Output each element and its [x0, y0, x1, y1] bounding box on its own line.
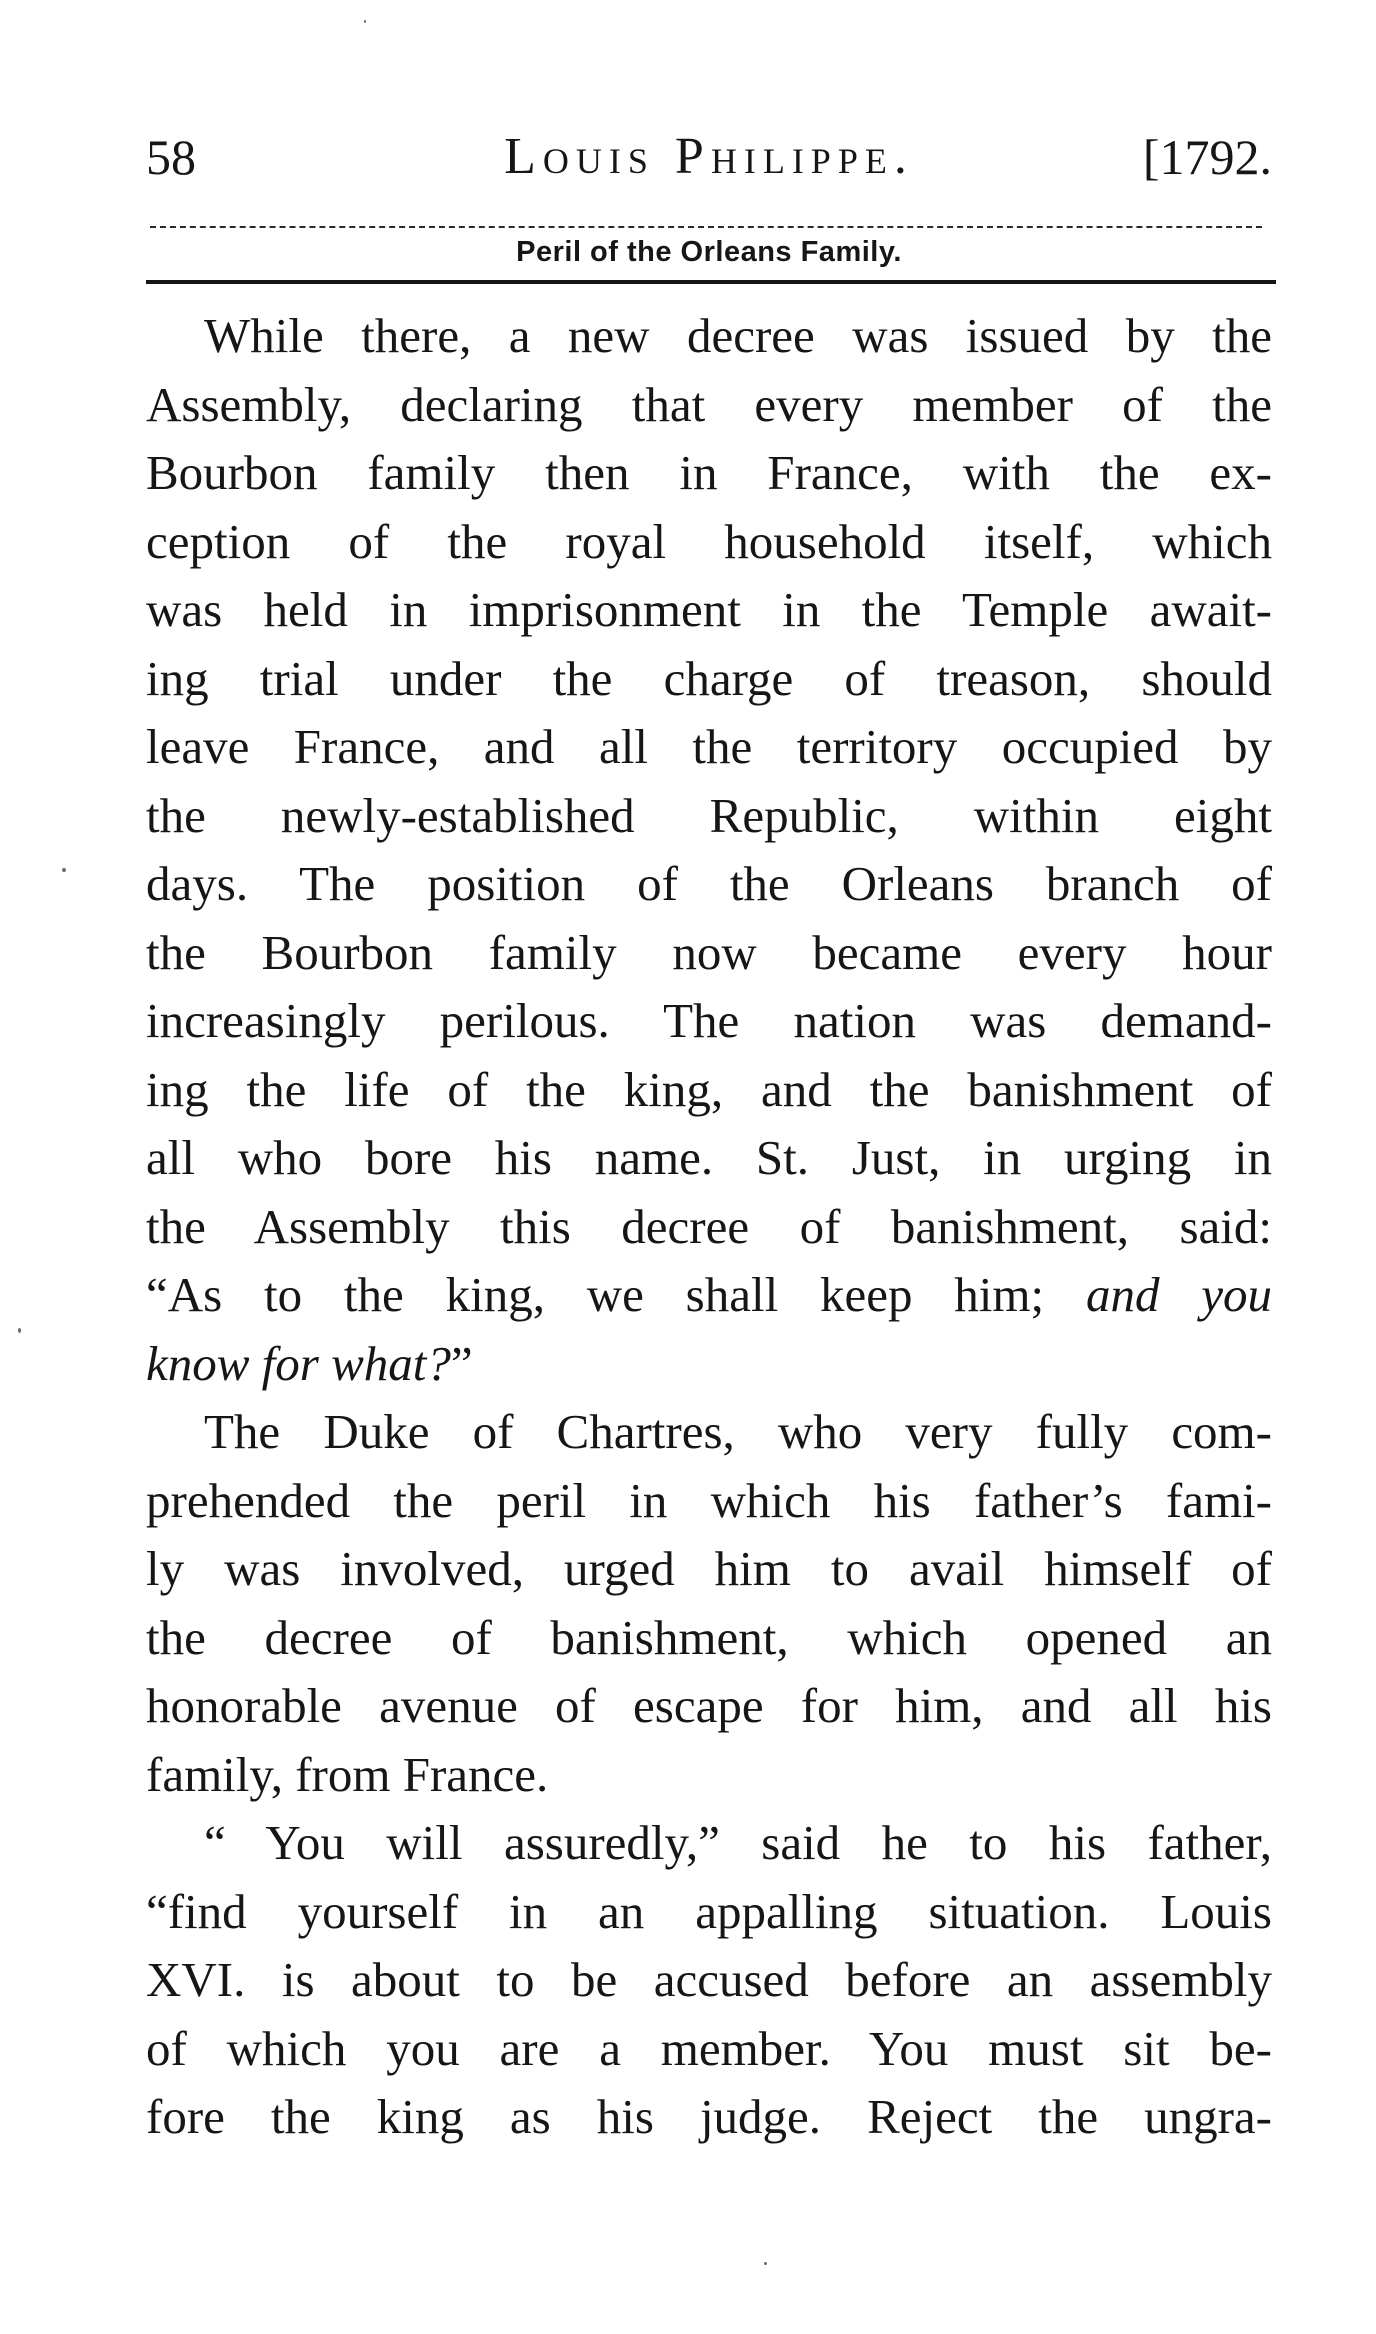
quote-line	[146, 1261, 1272, 1330]
scan-speck	[18, 1328, 21, 1333]
text-line: increasingly perilous. The nation was demand-	[146, 993, 1272, 1048]
text-line: ing trial under the charge of treason, should	[146, 650, 1272, 706]
quote-emphasis-end: know for what?	[146, 1335, 451, 1391]
quote-line-end	[146, 1330, 1272, 1399]
text-line: the decree of banishment, which opened an	[146, 1609, 1272, 1665]
section-subtitle: Peril of the Orleans Family.	[516, 236, 902, 268]
body-text	[146, 302, 1272, 2152]
text-line: ing the life of the king, and the banishment of	[146, 1061, 1272, 1117]
text-line: The Duke of Chartres, who very fully com-	[204, 1404, 1272, 1459]
running-head	[146, 122, 1272, 192]
text-line: the Assembly this decree of banishment, said:	[146, 1198, 1272, 1254]
page-number: 58	[146, 129, 196, 185]
text-line: ception of the royal household itself, which	[146, 513, 1272, 569]
scan-speck	[764, 2262, 767, 2265]
text-line: Assembly, declaring that every member of the	[146, 376, 1272, 432]
text-line: While there, a new decree was issued by the	[204, 308, 1272, 363]
quote-emphasis: and you	[1085, 1267, 1273, 1322]
scan-speck	[364, 20, 366, 23]
text-line: Bourbon family then in France, with the ex-	[146, 445, 1272, 500]
text-line: honorable avenue of escape for him, and all his	[146, 1678, 1272, 1733]
text-line: “find yourself in an appalling situation. Louis	[146, 1883, 1272, 1939]
text-line: leave France, and all the territory occupied by	[146, 719, 1272, 774]
text-line: all who bore his name. St. Just, in urging in	[146, 1130, 1272, 1185]
text-line: was held in imprisonment in the Temple await-	[146, 582, 1272, 637]
header-rule-solid	[146, 280, 1276, 284]
book-title: Louis Philippe.	[504, 128, 914, 185]
quote-text: “As to the king, we shall keep him;	[146, 1267, 1045, 1322]
scan-speck	[62, 868, 66, 872]
text-line: days. The position of the Orleans branch of	[146, 856, 1272, 911]
text-line: ly was involved, urged him to avail himself of	[146, 1541, 1272, 1596]
closing-quote: ”	[450, 1335, 473, 1391]
text-line: fore the king as his judge. Reject the ungra-	[146, 2089, 1272, 2144]
header-rule-dashed	[150, 226, 1262, 228]
text-line: XVI. is about to be accused before an assembly	[146, 1952, 1272, 2007]
text-line: the Bourbon family now became every hour	[146, 924, 1272, 980]
text-line: prehended the peril in which his father’s fami-	[146, 1472, 1272, 1528]
year-marker: [1792.	[1142, 129, 1272, 185]
text-line: “ You will assuredly,” said he to his father,	[204, 1815, 1272, 1870]
text-line: of which you are a member. You must sit be-	[146, 2020, 1272, 2076]
text-line: the newly-established Republic, within eight	[146, 787, 1272, 843]
text-line: family, from France.	[146, 1746, 549, 1802]
